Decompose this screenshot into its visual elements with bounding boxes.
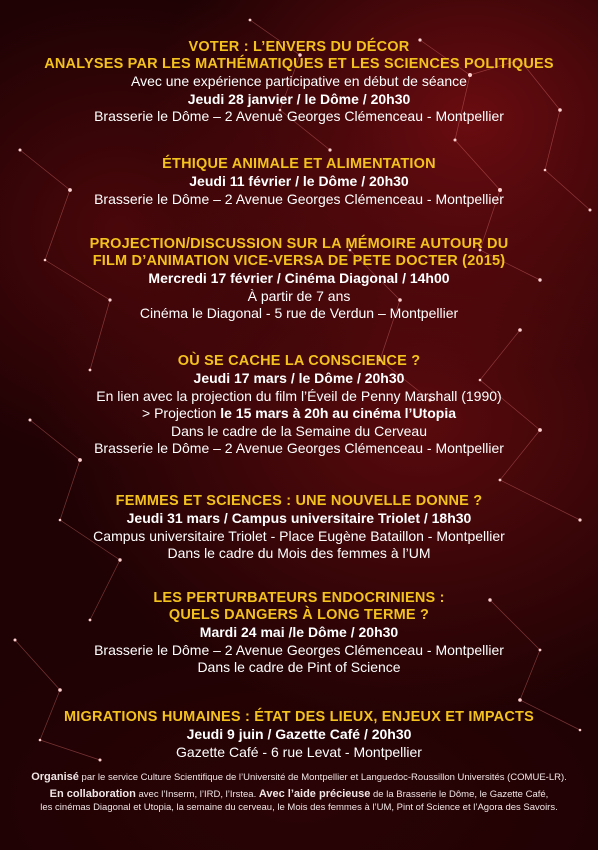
event-detail: Avec une expérience participative en début de séance	[131, 73, 467, 89]
event-date: Jeudi 9 juin / Gazette Café / 20h30	[186, 726, 412, 742]
partners-line: les cinémas Diagonal et Utopia, la semaine du cerveau, le Mois des femmes à l’UM, Pint of Science et l’Agora des Savoirs.	[40, 802, 558, 813]
event-block	[0, 590, 598, 677]
event-title: OÙ SE CACHE LA CONSCIENCE ?	[177, 353, 421, 369]
event-date: Jeudi 11 février / le Dôme / 20h30	[189, 173, 409, 189]
collaboration-label: En collaboration	[49, 788, 136, 800]
event-block	[0, 39, 598, 126]
event-detail: Dans le cadre du Mois des femmes à l’UM	[167, 545, 431, 561]
event-date: Jeudi 17 mars / le Dôme / 20h30	[193, 370, 405, 386]
event-title: MIGRATIONS HUMAINES : ÉTAT DES LIEUX, ENJEUX ET IMPACTS	[64, 709, 534, 725]
organiser-text: par le service Culture Scientifique de l’Université de Montpellier et Languedoc-Roussillon Universités (COMUE-LR).	[78, 772, 567, 783]
event-title: FEMMES ET SCIENCES : UNE NOUVELLE DONNE ?	[115, 493, 483, 509]
event-date: Jeudi 28 janvier / le Dôme / 20h30	[187, 90, 411, 107]
event-detail-highlight: le 15 mars à 20h au cinéma l’Utopia	[220, 405, 456, 421]
event-title: QUELS DANGERS À LONG TERME ?	[168, 607, 430, 623]
event-date: Jeudi 31 mars / Campus universitaire Triolet / 18h30	[126, 510, 472, 526]
event-title: ANALYSES PAR LES MATHÉMATIQUES ET LES SCIENCES POLITIQUES	[44, 56, 554, 72]
event-detail: Brasserie le Dôme – 2 Avenue Georges Clémenceau - Montpellier	[94, 108, 504, 124]
collaboration-text: avec l’Inserm, l’IRD, l’Irstea.	[135, 789, 259, 800]
event-title: PROJECTION/DISCUSSION SUR LA MÉMOIRE AUTOUR DU	[89, 236, 509, 252]
event-detail: Dans le cadre de la Semaine du Cerveau	[170, 422, 428, 439]
event-detail: À partir de 7 ans	[247, 287, 351, 304]
organiser-line	[0, 771, 598, 784]
event-detail: Gazette Café - 6 rue Levat - Montpellier	[176, 743, 422, 760]
event-title: VOTER : L’ENVERS DU DÉCOR	[188, 39, 410, 55]
event-block	[0, 493, 598, 563]
event-detail: Brasserie le Dôme – 2 Avenue Georges Clémenceau - Montpellier	[94, 440, 504, 456]
event-title: ÉTHIQUE ANIMALE ET ALIMENTATION	[162, 156, 436, 172]
event-detail: En lien avec la projection du film l’Éveil de Penny Marshall (1990)	[96, 387, 502, 404]
event-detail	[0, 405, 598, 423]
event-title: FILM D’ANIMATION VICE-VERSA DE PETE DOCTER (2015)	[92, 253, 506, 269]
event-detail-text: > Projection	[142, 405, 221, 421]
thanks-label: Avec l’aide précieuse	[258, 788, 371, 800]
event-block	[0, 709, 598, 761]
event-block	[0, 236, 598, 323]
collaboration-line	[0, 788, 598, 801]
event-detail: Cinéma le Diagonal - 5 rue de Verdun – Montpellier	[139, 305, 459, 321]
event-date: Mercredi 17 février / Cinéma Diagonal / 14h00	[148, 270, 450, 286]
event-detail: Dans le cadre de Pint of Science	[197, 659, 401, 675]
event-detail: Brasserie le Dôme – 2 Avenue Georges Clémenceau - Montpellier	[94, 190, 504, 207]
event-detail: Campus universitaire Triolet - Place Eugène Bataillon - Montpellier	[93, 527, 505, 544]
event-title: LES PERTURBATEURS ENDOCRINIENS :	[153, 590, 445, 606]
event-detail: Brasserie le Dôme – 2 Avenue Georges Clémenceau - Montpellier	[94, 641, 504, 658]
event-date: Mardi 24 mai /le Dôme / 20h30	[199, 624, 399, 640]
organiser-label: Organisé	[31, 771, 79, 783]
credits-footer	[0, 771, 598, 814]
thanks-text: de la Brasserie le Dôme, le Gazette Café,	[370, 789, 549, 800]
event-block	[0, 156, 598, 208]
event-block	[0, 353, 598, 458]
